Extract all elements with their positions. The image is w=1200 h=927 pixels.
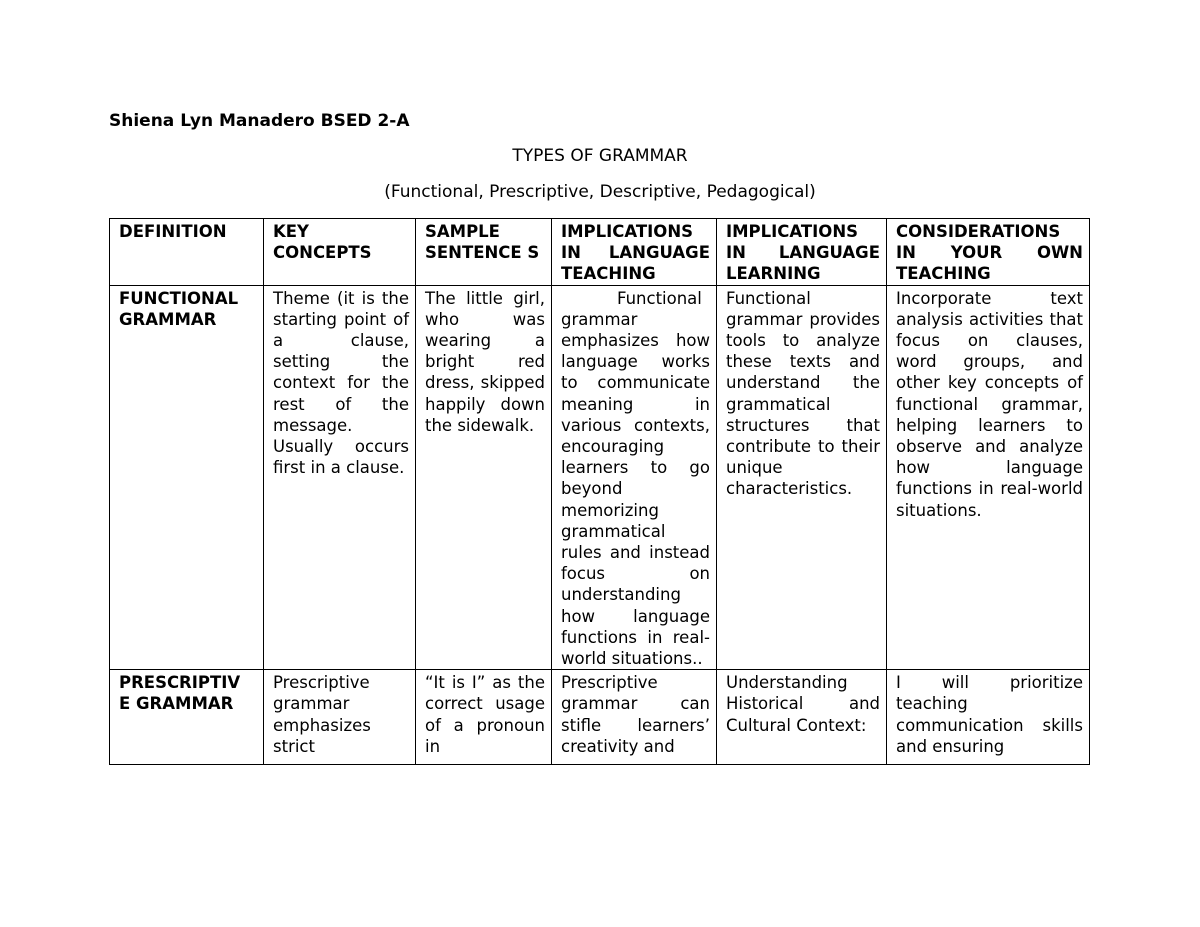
document-subtitle: (Functional, Prescriptive, Descriptive, Pedagogical) bbox=[384, 182, 816, 202]
row-definition: PRESCRIPTIV E GRAMMAR bbox=[110, 670, 264, 765]
row-learning-implications: Understanding Historical and Cultural Context: bbox=[717, 670, 887, 765]
table-header-row bbox=[110, 219, 1090, 286]
row-sample-sentence: “It is I” as the correct usage of a pronoun in bbox=[416, 670, 552, 765]
table-row bbox=[110, 285, 1090, 670]
row-key-concepts: Prescriptive grammar emphasizes strict bbox=[264, 670, 416, 765]
author-line: Shiena Lyn Manadero BSED 2-A bbox=[109, 111, 410, 131]
document-title: TYPES OF GRAMMAR bbox=[512, 146, 688, 166]
header-key-concepts: KEY CONCEPTS bbox=[264, 219, 416, 286]
header-sample-sentences: SAMPLE SENTENCE S bbox=[416, 219, 552, 286]
row-learning-implications: Functional grammar provides tools to analyze these texts and understand the grammatical structures that contribute to their unique characteristics. bbox=[717, 285, 887, 670]
row-teaching-implications: Prescriptive grammar can stifle learners’ creativity and bbox=[552, 670, 717, 765]
row-key-concepts: Theme (it is the starting point of a clause, setting the context for the rest of the message. Usually occurs first in a clause. bbox=[264, 285, 416, 670]
row-sample-sentence: The little girl, who was wearing a bright red dress, skipped happily down the sidewalk. bbox=[416, 285, 552, 670]
row-teaching-implications: Functional grammar emphasizes how language works to communicate meaning in various contexts, encouraging learners to go beyond memorizing grammatical rules and instead focus on understanding how language functions in real-world situations.. bbox=[552, 285, 717, 670]
row-own-teaching: I will prioritize teaching communication skills and ensuring bbox=[887, 670, 1090, 765]
header-considerations: CONSIDERATIONS IN YOUR OWN TEACHING bbox=[887, 219, 1090, 286]
row-own-teaching: Incorporate text analysis activities that focus on clauses, word groups, and other key concepts of functional grammar, helping learners to observe and analyze how language functions in real-world situations. bbox=[887, 285, 1090, 670]
row-definition: FUNCTIONAL GRAMMAR bbox=[110, 285, 264, 670]
header-implications-teaching: IMPLICATIONS IN LANGUAGE TEACHING bbox=[552, 219, 717, 286]
header-implications-learning: IMPLICATIONS IN LANGUAGE LEARNING bbox=[717, 219, 887, 286]
table-row bbox=[110, 670, 1090, 765]
header-definition: DEFINITION bbox=[110, 219, 264, 286]
grammar-types-table bbox=[109, 218, 1090, 765]
